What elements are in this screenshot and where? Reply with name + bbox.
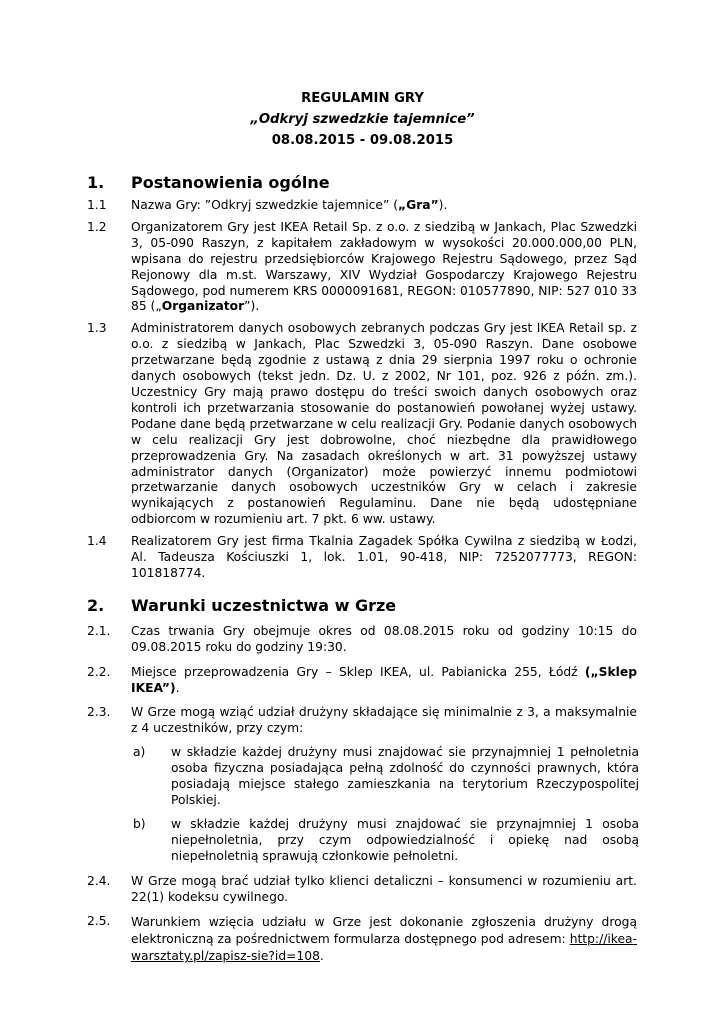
clause-1-1 — [0, 198, 725, 214]
clause-text: W Grze mogą wziąć udział drużyny składające się minimalnie z 3, a maksymalnie z 4 uczestników, przy czym: — [131, 705, 637, 736]
clause-number: 2.5. — [87, 914, 111, 929]
clause-number: 1.1 — [87, 198, 107, 212]
section-2-heading — [0, 596, 725, 615]
subclause-text: w składzie każdej drużyny musi znajdować sie przynajmniej 1 pełnoletnia osoba fizyczna posiadająca pełną zdolność do czynności prawnych, która posiadają miejsce stałego zamieszkania na terytorium Rzeczypospolitej Polskiej. — [171, 745, 639, 807]
clause-number: 2.3. — [87, 705, 111, 720]
clause-2-4 — [0, 874, 725, 906]
clause-number: 2.4. — [87, 873, 111, 888]
doc-dates: 08.08.2015 - 09.08.2015 — [271, 133, 454, 148]
clause-text: Organizatorem Gry jest IKEA Retail Sp. z o.o. z siedzibą w Jankach, Plac Szwedzki 3, 05-090 Raszyn, z kapitałem zakładowym w wysokości 20.000.000,00 PLN, wpisana do rejestru przedsiębiorców Krajowego Rejestru Sądowego, przez Sąd Rejonowy dla m.st. Warszawy, XIV Wydział Gospodarczy Krajowego Rejestru Sądowego, pod numerem KRS 0000091681, REGON: 010577890, NIP: 527 010 33 85 („Organizator”). — [131, 219, 637, 314]
clause-text: Realizatorem Gry jest firma Tkalnia Zagadek Spółka Cywilna z siedzibą w Łodzi, Al. Tadeusza Kościuszki 1, lok. 1.01, 90-418, NIP: 7252077773, REGON: 101818774. — [131, 534, 637, 580]
subclause-a — [131, 745, 725, 809]
section-1-heading — [0, 173, 725, 192]
clause-text: W Grze mogą brać udział tylko klienci detaliczni – konsumenci w rozumieniu art. 22(1) kodeksu cywilnego. — [131, 873, 637, 904]
clause-2-3 — [0, 705, 725, 737]
subclause-letter: b) — [133, 816, 146, 831]
clause-number: 2.2. — [87, 664, 111, 679]
clause-text: Miejsce przeprowadzenia Gry – Sklep IKEA, ul. Pabianicka 255, Łódź („Sklep IKEA”). — [131, 664, 637, 695]
registration-link[interactable]: http://ikea-warsztaty.pl/zapisz-sie?id=108 — [131, 932, 637, 964]
subclause-b — [131, 817, 725, 865]
section-title: Warunki uczestnictwa w Grze — [131, 595, 397, 615]
clause-text: Czas trwania Gry obejmuje okres od 08.08.2015 roku od godziny 10:15 do 09.08.2015 roku do godziny 19:30. — [131, 623, 637, 654]
subclause-letter: a) — [133, 745, 146, 760]
doc-title: REGULAMIN GRY — [301, 91, 424, 106]
clause-1-3 — [0, 321, 725, 528]
clause-text: Nazwa Gry: ”Odkryj szwedzkie tajemnice” („Gra”). — [131, 198, 448, 212]
clause-number: 1.2 — [87, 219, 107, 234]
section-number: 1. — [87, 173, 105, 192]
clause-text: Administratorem danych osobowych zebranych podczas Gry jest IKEA Retail sp. z o.o. z siedzibą w Jankach, Plac Szwedzki 3, 05-090 Raszyn. Dane osobowe przetwarzane będą zgodnie z ustawą z dnia 29 sierpnia 1997 roku o ochronie danych osobowych (tekst jedn. Dz. U. z 2002, Nr 101, poz. 926 z późn. zm.). Uczestnicy Gry mają prawo dostępu do treści swoich danych osobowych oraz kontroli ich przetwarzania stosowanie do postanowień powołanej wyżej ustawy. Podane dane będą przetwarzane w celu realizacji Gry. Podanie danych osobowych w celu realizacji Gry jest dobrowolne, choć niezbędne dla prawidłowego przeprowadzenia Gry. Na zasadach określonych w art. 31 powyższej ustawy administrator danych (Organizator) może powierzyć innemu podmiotowi przetwarzanie danych osobowych uczestników Gry w celach i zakresie wynikających z postanowień Regulaminu. Dane nie będą udostępniane odbiorcom w rozumieniu art. 7 pkt. 6 ww. ustawy. — [131, 321, 637, 527]
section-number: 2. — [87, 595, 105, 615]
clause-1-2 — [0, 220, 725, 315]
clause-2-1 — [0, 624, 725, 656]
clause-number: 1.4 — [87, 534, 107, 549]
clause-text: Warunkiem wzięcia udziału w Grze jest dokonanie zgłoszenia drużyny drogą elektroniczną za pośrednictwem formularza dostępnego pod adresem: http://ikea-warsztaty.pl/zapisz-sie?id=108. — [131, 915, 637, 964]
clause-1-4 — [0, 534, 725, 582]
section-title: Postanowienia ogólne — [131, 173, 330, 192]
clause-number: 1.3 — [87, 321, 107, 336]
subclause-text: w składzie każdej drużyny musi znajdować sie przynajmniej 1 osoba niepełnoletnia, przy czym odpowiedzialność i opiekę nad osobą niepełnoletnią sprawują członkowie pełnoletni. — [171, 816, 639, 863]
clause-2-5 — [0, 914, 725, 965]
clause-number: 2.1. — [87, 623, 111, 638]
doc-subtitle: „Odkryj szwedzkie tajemnice” — [250, 112, 475, 127]
clause-2-2 — [0, 665, 725, 697]
